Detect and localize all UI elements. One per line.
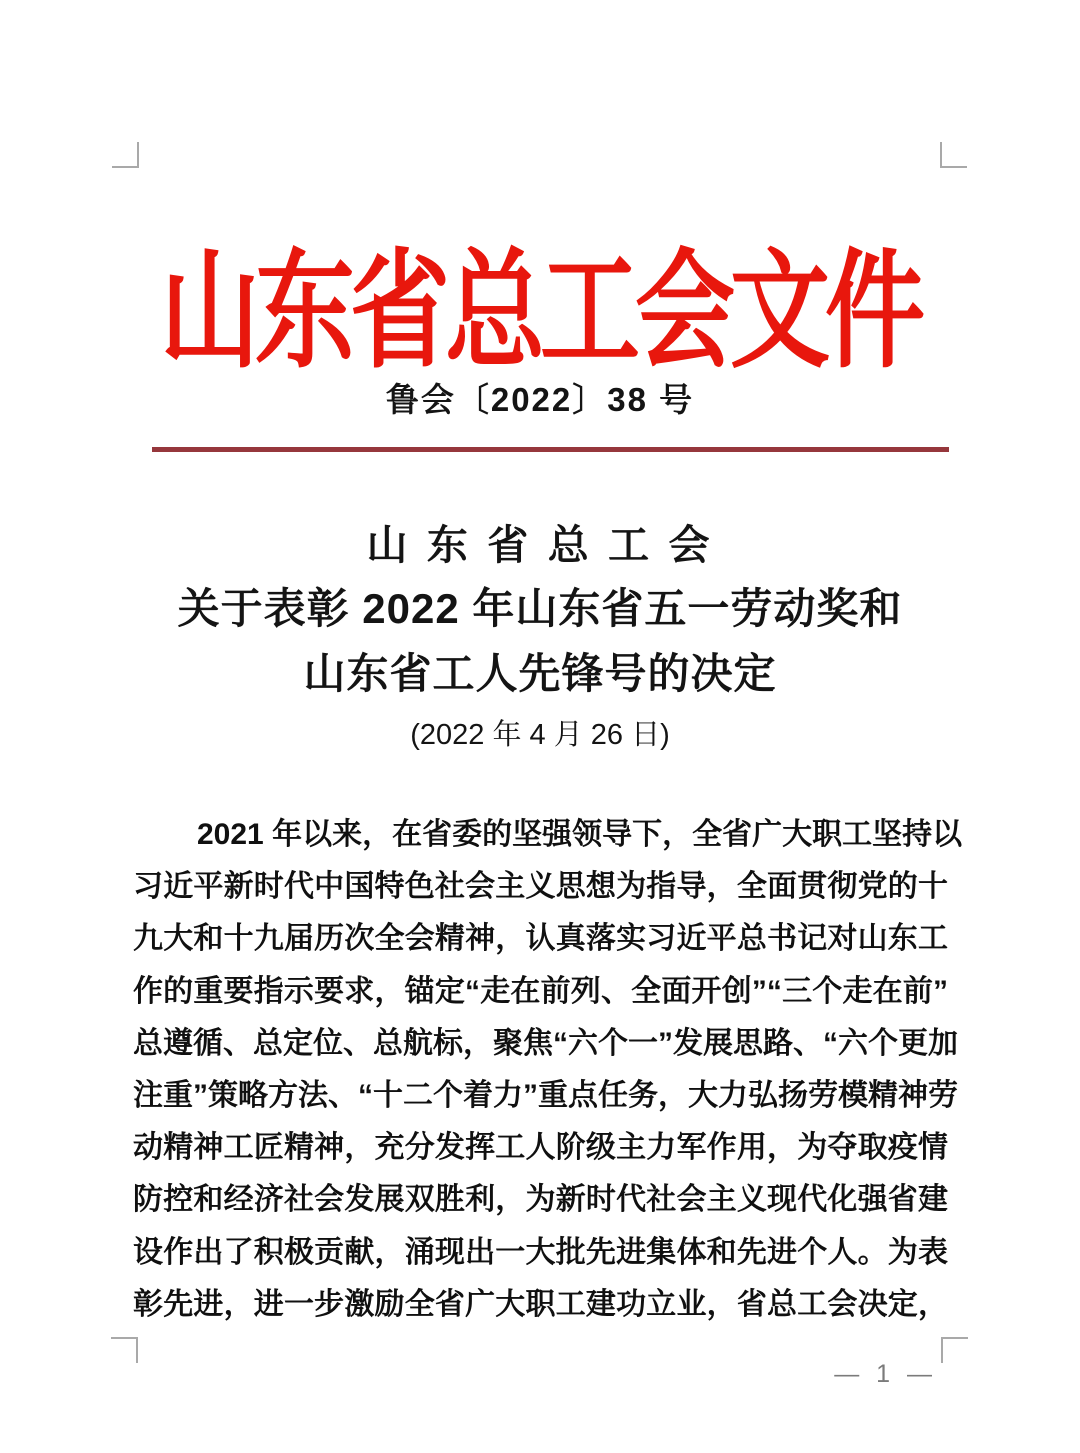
issuing-org-title: 山 东 省 总 工 会 bbox=[366, 522, 714, 568]
cropmark-top-left bbox=[112, 142, 139, 168]
body-text-line: 动精神工匠精神，充分发挥工人阶级主力军作用，为夺取疫情 bbox=[133, 1131, 948, 1165]
body-text-line: 九大和十九届历次全会精神，认真落实习近平总书记对山东工 bbox=[133, 922, 948, 956]
body-text-line: 作的重要指示要求，锚定“走在前列、全面开创”“三个走在前” bbox=[133, 974, 948, 1008]
body-text-line: 注重”策略方法、“十二个着力”重点任务，大力弘扬劳模精神劳 bbox=[133, 1078, 958, 1112]
body-paragraph bbox=[133, 810, 963, 1332]
body-text-line: 习近平新时代中国特色社会主义思想为指导，全面贯彻党的十 bbox=[133, 870, 948, 904]
body-text-line: 2021 年以来，在省委的坚强领导下，全省广大职工坚持以 bbox=[197, 818, 963, 851]
body-text-line: 防控和经济社会发展双胜利，为新时代社会主义现代化强省建 bbox=[133, 1183, 948, 1217]
document-number: 鲁会〔2022〕38 号 bbox=[385, 381, 695, 418]
body-text-line: 总遵循、总定位、总航标，聚焦“六个一”发展思路、“六个更加 bbox=[133, 1026, 958, 1060]
body-text-line: 设作出了积极贡献，涌现出一大批先进集体和先进个人。为表 bbox=[133, 1235, 948, 1269]
document-title-line-2: 山东省工人先锋号的决定 bbox=[303, 650, 777, 697]
page-number: — 1 — bbox=[834, 1360, 937, 1388]
cropmark-top-right bbox=[940, 142, 967, 168]
header-divider-line bbox=[152, 447, 949, 452]
cropmark-bottom-right bbox=[941, 1337, 968, 1363]
body-text-line: 彰先进，进一步激励全省广大职工建功立业，省总工会决定， bbox=[133, 1287, 948, 1321]
masthead-title: 山东省总工会文件 bbox=[160, 240, 920, 384]
document-title-line-1: 关于表彰 2022 年山东省五一劳动奖和 bbox=[177, 585, 903, 632]
document-date: (2022 年 4 月 26 日) bbox=[410, 719, 670, 751]
cropmark-bottom-left bbox=[111, 1337, 138, 1363]
